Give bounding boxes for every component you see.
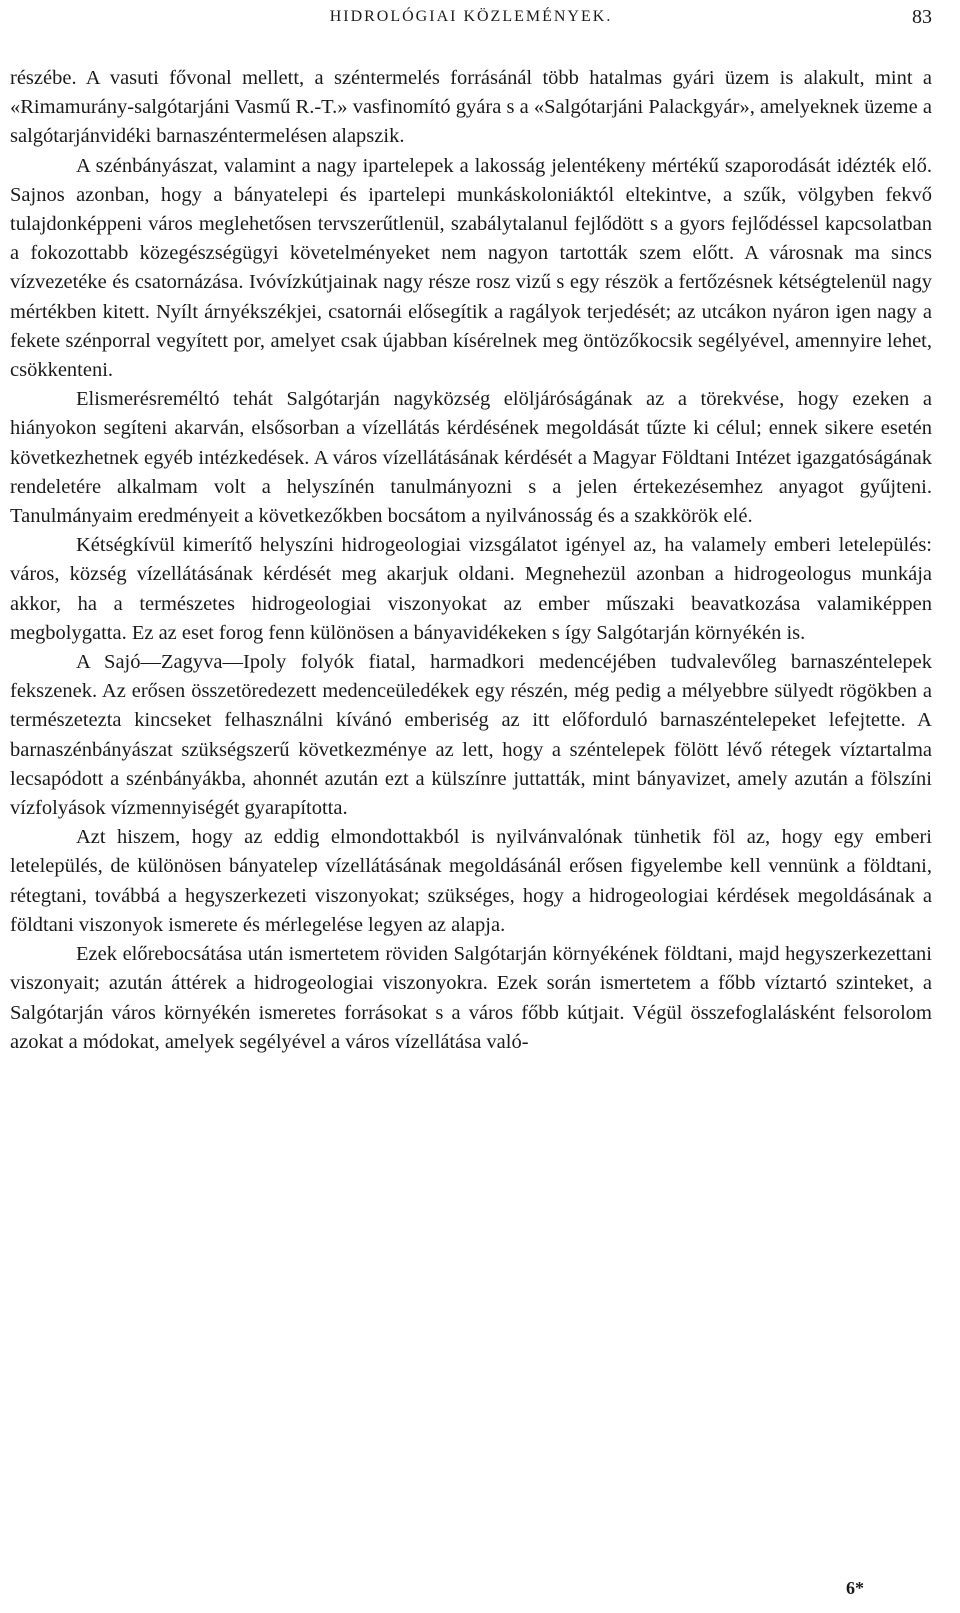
paragraph-2: A szénbányászat, valamint a nagy ipartelepek a lakosság jelentékeny mértékű szaporodását idézték elő. Sajnos azonban, hogy a bányatelepi és ipartelepi munkáskoloniáktól eltekintve, a szűk, völgyben fekvő tulajdonképpeni város meglehetősen tervszerűtlenül, szabálytalanul fejlődött s a gyors fejlődéssel kapcsolatban a fokozottabb közegészségügyi követelményeket nem nagyon tartották szem előtt. A városnak ma sincs vízvezetéke és csatornázása. Ivóvízkútjainak nagy része rosz vizű s egy részök a fertőzésnek kétségtelenül nagy mértékben kitett. Nyílt árnyékszékjei, csatornái elősegítik a ragályok terjedését; az utcákon nyáron igen nagy a fekete szénporral vegyített por, amelyet csak újabban kísérelnek meg öntözőkocsik segélyével, amennyire lehet, csökkenteni.	[10, 154, 932, 382]
paragraph-5: A Sajó—Zagyva—Ipoly folyók fiatal, harmadkori medencéjében tudvalevőleg barnaszéntelepek fekszenek. Az erősen összetöredezett medenceüledékek egy részén, még pedig a mélyebbre sülyedt rögökben a természetezta kincseket felhasználni kívánó emberiség az itt előforduló barnaszéntelepeket lefejtette. A barnaszénbányászat szükségszerű következménye az lett, hogy a széntelepek fölött lévő rétegek víztartalma lecsapódott a szénbányákba, ahonnét azután ezt a külszínre juttatták, mint bányavizet, amely azután a fölszíni vízfolyások vízmennyiségét gyarapította.	[10, 651, 932, 820]
paragraph-7: Ezek előrebocsátása után ismertetem röviden Salgótarján környékének földtani, majd hegyszerkezettani viszonyait; azután áttérek a hidrogeologiai viszonyokra. Ezek során ismertetem a főbb víztartó szinteket, a Salgótarján város környékén ismeretes forrásokat s a város főbb kútjait. Végül összefoglalásként felsorolom azokat a módokat, amelyek segélyével a város vízellátása való-	[10, 943, 932, 1053]
paragraph-3: Elismerésreméltó tehát Salgótarján nagyközség elöljáróságának az a törekvése, hogy ezeken a hiányokon segíteni akarván, elsősorban a vízellátás kérdésének megoldását tűzte ki célul; ennek sikere esetén következhetnek egyéb intézkedések. A város vízellátásának kérdését a Magyar Földtani Intézet igazgatóságának rendeletére alkalmam volt a helyszínén tanulmányozni s a jelen értekezésemhez anyagot gyűjteni. Tanulmányaim eredményeit a következőkben bocsátom a nyilvánosság és a szakkörök elé.	[10, 388, 932, 528]
page-number: 83	[912, 6, 932, 28]
body-text	[10, 64, 932, 1057]
paragraph-1: részébe. A vasuti fővonal mellett, a széntermelés forrásánál több hatalmas gyári üzem is alakult, mint a «Rimamurány-salgótarjáni Vasmű R.-T.» vasfinomító gyára s a «Salgótarjáni Palackgyár», amelyeknek üzeme a salgótarjánvidéki barnaszéntermelésen alapszik.	[10, 67, 932, 148]
paragraph-6: Azt hiszem, hogy az eddig elmondottakból is nyilvánvalónak tünhetik föl az, hogy egy emberi letelepülés, de különösen bányatelep vízellátásának megoldásánál erősen figyelembe kell vennünk a földtani, rétegtani, továbbá a hegyszerkezeti viszonyokat; szükséges, hogy a hidrogeologiai kérdések megoldásának a földtani viszonyok ismerete és mérlegelése legyen az alapja.	[10, 826, 932, 936]
running-head	[10, 6, 932, 30]
signature-mark: 6*	[846, 1578, 864, 1598]
running-title: HIDROLÓGIAI KÖZLEMÉNYEK.	[329, 8, 613, 25]
paragraph-4: Kétségkívül kimerítő helyszíni hidrogeologiai vizsgálatot igényel az, ha valamely emberi letelepülés: város, község vízellátásának kérdését meg akarjuk oldani. Megnehezül azonban a hidrogeologus munkája akkor, ha a természetes hidrogeologiai viszonyokat az ember műszaki beavatkozása valamiképpen megbolygatta. Ez az eset forog fenn különösen a bányavidékeken s így Salgótarján környékén is.	[10, 534, 932, 644]
